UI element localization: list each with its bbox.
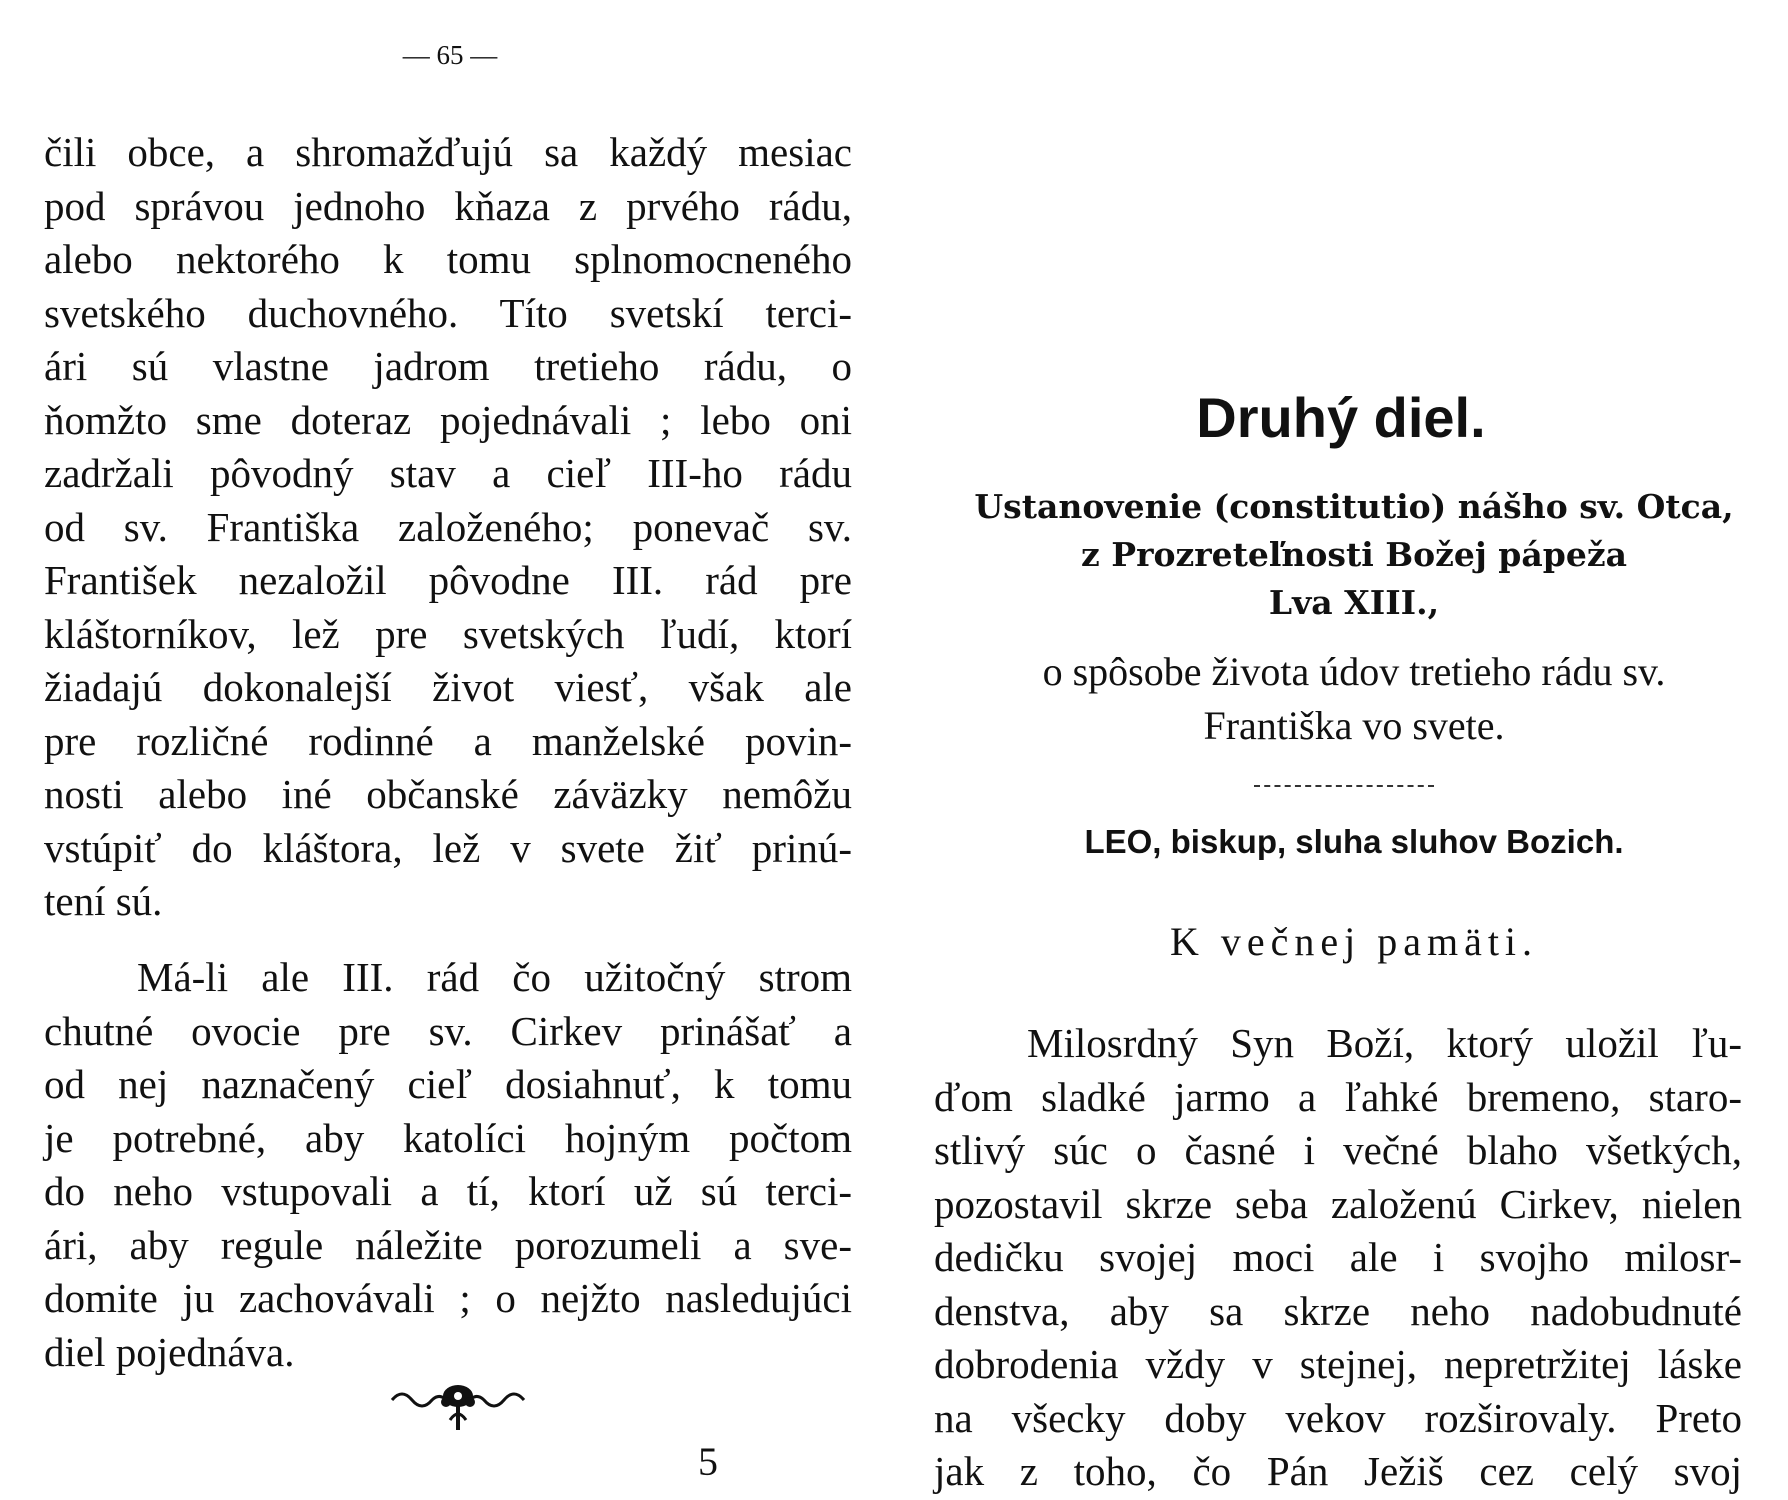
constitution-title-line: Ustanovenie (constitutio) nášho sv. Otca, — [974, 487, 1734, 526]
text-line: zadržali pôvodný stav a cieľ III-ho rádu — [44, 450, 852, 496]
text-line: diel pojednáva. — [44, 1328, 295, 1375]
subtitle-line: Františka vo svete. — [1203, 703, 1505, 748]
text-line: stlivý súc o časné i večné blaho všetkých, — [934, 1127, 1742, 1173]
subtitle-line: o spôsobe života údov tretieho rádu sv. — [1042, 649, 1666, 694]
right-body-paragraph — [934, 1017, 1742, 1499]
divider — [1254, 785, 1434, 789]
left-paragraph-2 — [44, 951, 852, 1379]
text-line: od sv. Františka založeného; ponevač sv. — [44, 503, 852, 550]
text-line: dedičku svojej moci ale i svojho milosr- — [934, 1234, 1742, 1280]
text-line: denstva, aby sa skrze neho nadobudnuté — [934, 1287, 1742, 1334]
subtitle — [944, 645, 1764, 753]
ornament-flourish — [388, 1378, 528, 1432]
text-line: Má-li ale III. rád čo užitočný strom — [137, 954, 852, 1000]
text-line: kláštorníkov, lež pre svetských ľudí, ktorí — [44, 610, 852, 657]
text-line: svetského duchovného. Títo svetskí terci- — [44, 289, 852, 336]
text-line: dobrodenia vždy v stejnej, nepretržitej láske — [934, 1341, 1742, 1387]
text-line: nosti alebo iné občanské záväzky nemôžu — [44, 771, 852, 817]
author-line: LEO, biskup, sluha sluhov Bozich. — [1084, 823, 1624, 860]
text-line: pozostavil skrze seba založenú Cirkev, nielen — [934, 1180, 1742, 1227]
text-line: pre rozličné rodinné a manželské povin- — [44, 717, 852, 764]
text-line: od nej naznačený cieľ dosiahnuť, k tomu — [44, 1061, 852, 1107]
left-paragraph-1 — [44, 126, 852, 929]
text-line: do neho vstupovali a tí, ktorí už sú terci- — [44, 1168, 852, 1214]
text-line: ďom sladké jarmo a ľahké bremeno, staro- — [934, 1073, 1742, 1120]
part-title: Druhý diel. — [1196, 386, 1486, 449]
right-page — [894, 0, 1788, 1500]
text-line: je potrebné, aby katolíci hojným počtom — [44, 1114, 852, 1161]
text-line: Milosrdný Syn Boží, ktorý uložil ľu- — [1027, 1020, 1742, 1066]
constitution-title-line: Lva XIII., — [1268, 583, 1440, 622]
section-heading: K večnej pamäti. — [1169, 919, 1539, 964]
text-line: pod správou jednoho kňaza z prvého rádu, — [44, 182, 852, 229]
constitution-title-line: z Prozreteľnosti Božej pápeža — [1081, 535, 1627, 574]
text-line: ári, aby regule náležite porozumeli a sve- — [44, 1221, 852, 1268]
text-line: domite ju zachovávali ; o nejžto nasledujúci — [44, 1275, 852, 1321]
text-line: tení sú. — [44, 878, 163, 924]
text-line: vstúpiť do kláštora, lež v svete žiť prinú- — [44, 824, 852, 871]
text-line: ári sú vlastne jadrom tretieho rádu, o — [44, 343, 852, 389]
text-line: alebo nektorého k tomu splnomocneného — [44, 236, 852, 282]
signature-mark: 5 — [698, 1439, 718, 1484]
page-number: — 65 — — [402, 40, 498, 70]
text-line: František nezaložil pôvodne III. rád pre — [44, 557, 852, 603]
constitution-title — [944, 483, 1764, 627]
text-line: čili obce, a shromažďujú sa každý mesiac — [44, 129, 852, 175]
text-line: žiadajú dokonalejší život viesť, však ale — [44, 664, 852, 710]
text-line: ňomžto sme doteraz pojednávali ; lebo oni — [44, 396, 852, 443]
text-line: na všecky doby vekov rozširovaly. Preto — [934, 1394, 1742, 1441]
text-line: chutné ovocie pre sv. Cirkev prinášať a — [44, 1007, 852, 1054]
text-line: jak z toho, čo Pán Ježiš cez celý svoj — [934, 1448, 1742, 1494]
